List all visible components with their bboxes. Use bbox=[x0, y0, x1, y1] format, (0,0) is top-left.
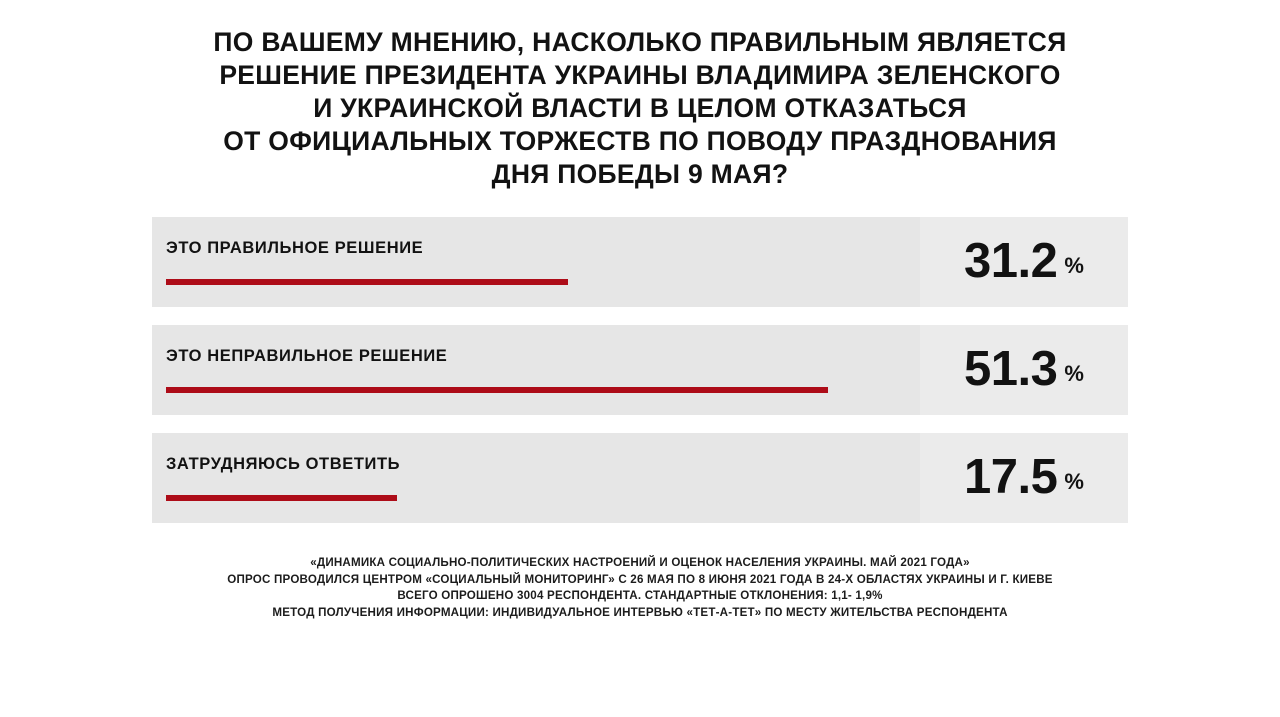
bar-track bbox=[166, 387, 910, 393]
chart-row bbox=[152, 325, 1128, 415]
chart-row-value: 17.5 bbox=[964, 449, 1058, 504]
chart-row-label: ЗАТРУДНЯЮСЬ ОТВЕТИТЬ bbox=[166, 455, 401, 473]
footer-note bbox=[0, 555, 1280, 621]
chart-row-left bbox=[152, 325, 920, 415]
title-line-4: ОТ ОФИЦИАЛЬНЫХ ТОРЖЕСТВ ПО ПОВОДУ ПРАЗДНОВАНИЯ bbox=[223, 126, 1057, 156]
chart-row-left bbox=[152, 217, 920, 307]
bar-fill bbox=[166, 495, 397, 501]
bar-fill bbox=[166, 387, 828, 393]
chart-row-unit: % bbox=[1064, 469, 1084, 494]
bar-fill bbox=[166, 279, 568, 285]
footer-line-1: «ДИНАМИКА СОЦИАЛЬНО-ПОЛИТИЧЕСКИХ НАСТРОЕНИЙ И ОЦЕНОК НАСЕЛЕНИЯ УКРАИНЫ. МАЙ 2021 ГОДА» bbox=[310, 556, 970, 569]
title-line-5: ДНЯ ПОБЕДЫ 9 МАЯ? bbox=[491, 159, 789, 189]
bar-track bbox=[166, 279, 910, 285]
bar-track bbox=[166, 495, 910, 501]
chart-row-value: 31.2 bbox=[964, 233, 1058, 288]
chart-row-value-panel bbox=[920, 433, 1128, 523]
chart-row-unit: % bbox=[1064, 361, 1084, 386]
page-title bbox=[0, 0, 1280, 191]
chart-row-label: ЭТО ПРАВИЛЬНОЕ РЕШЕНИЕ bbox=[166, 239, 424, 257]
bar-chart bbox=[0, 217, 1280, 523]
chart-row-value-panel bbox=[920, 325, 1128, 415]
footer-line-2: ОПРОС ПРОВОДИЛСЯ ЦЕНТРОМ «СОЦИАЛЬНЫЙ МОНИТОРИНГ» С 26 МАЯ ПО 8 ИЮНЯ 2021 ГОДА В 24-Х ОБЛАСТЯХ УКРАИНЫ И Г. КИЕВЕ bbox=[227, 572, 1053, 586]
footer-line-3: ВСЕГО ОПРОШЕНО 3004 РЕСПОНДЕНТА. СТАНДАРТНЫЕ ОТКЛОНЕНИЯ: 1,1- 1,9% bbox=[397, 589, 883, 602]
chart-row-value-panel bbox=[920, 217, 1128, 307]
footer-line-4: МЕТОД ПОЛУЧЕНИЯ ИНФОРМАЦИИ: ИНДИВИДУАЛЬНОЕ ИНТЕРВЬЮ «ТЕТ-А-ТЕТ» ПО МЕСТУ ЖИТЕЛЬСТВА РЕСПОНДЕНТА bbox=[272, 605, 1008, 619]
title-line-2: РЕШЕНИЕ ПРЕЗИДЕНТА УКРАИНЫ ВЛАДИМИРА ЗЕЛЕНСКОГО bbox=[219, 60, 1061, 90]
chart-row-label: ЭТО НЕПРАВИЛЬНОЕ РЕШЕНИЕ bbox=[166, 347, 448, 365]
chart-row-unit: % bbox=[1064, 253, 1084, 278]
title-line-3: И УКРАИНСКОЙ ВЛАСТИ В ЦЕЛОМ ОТКАЗАТЬСЯ bbox=[313, 93, 967, 123]
chart-row bbox=[152, 217, 1128, 307]
chart-row bbox=[152, 433, 1128, 523]
title-line-1: ПО ВАШЕМУ МНЕНИЮ, НАСКОЛЬКО ПРАВИЛЬНЫМ ЯВЛЯЕТСЯ bbox=[213, 27, 1067, 57]
chart-row-value: 51.3 bbox=[964, 341, 1058, 396]
chart-row-left bbox=[152, 433, 920, 523]
